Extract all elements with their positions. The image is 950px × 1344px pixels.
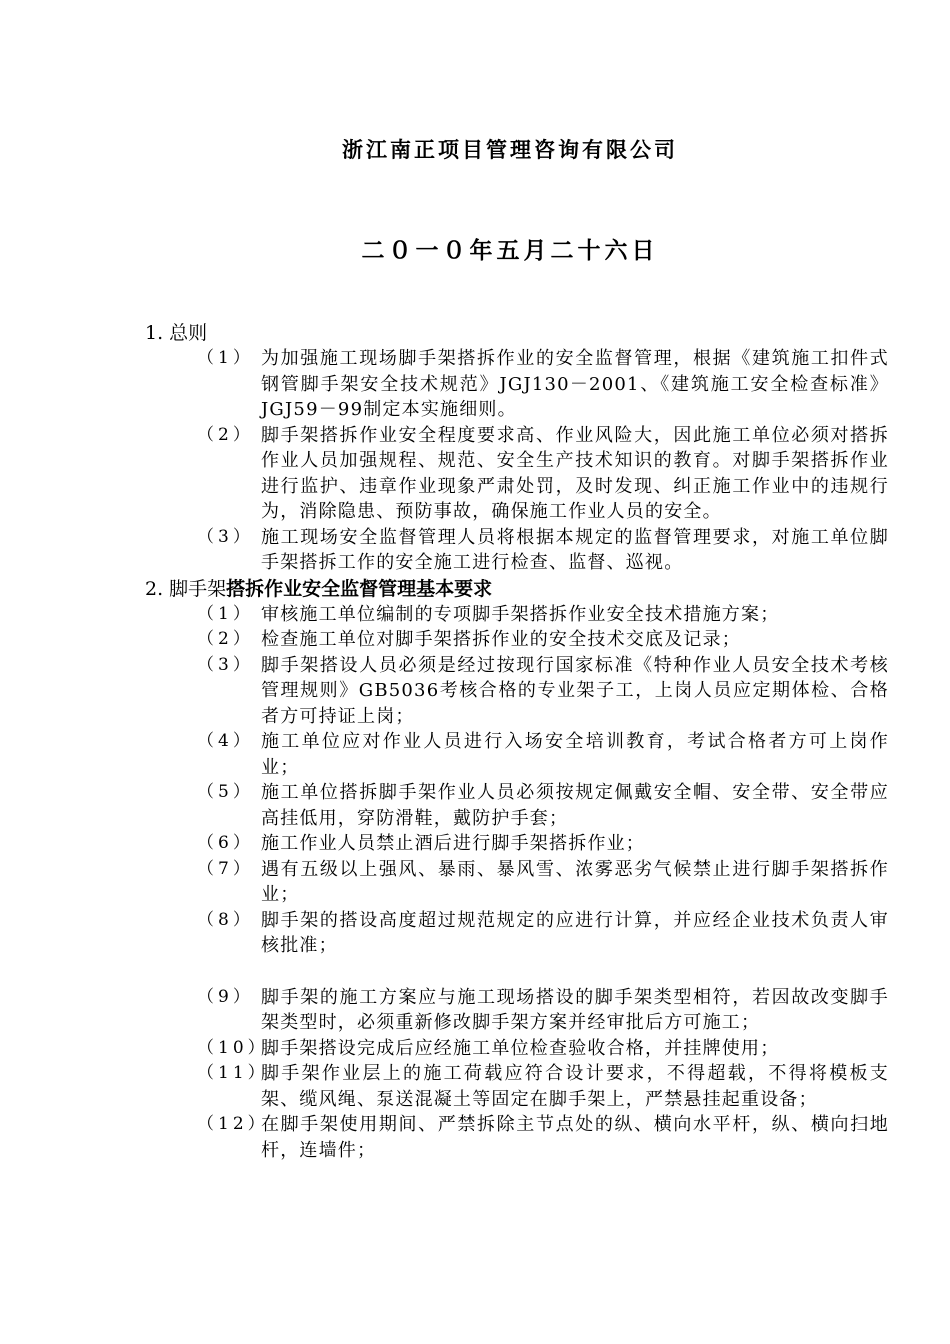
item-number: （3） — [197, 526, 254, 547]
item-text: 施工作业人员禁止酒后进行脚手架搭拆作业； — [261, 833, 645, 854]
item-number: （2） — [197, 629, 254, 649]
item-number: （5） — [197, 782, 254, 802]
item-number: （8） — [197, 909, 254, 930]
item-text: 在脚手架使用期间、严禁拆除主节点处的纵、横向水平杆，纵、横向扫地杆，连墙件； — [261, 1114, 889, 1161]
list-item — [197, 346, 905, 423]
document-date: 二０一０年五月二十六日 — [361, 238, 659, 264]
company-title: 浙江南正项目管理咨询有限公司 — [342, 138, 678, 162]
item-text: 脚手架的搭设高度超过规范规定的应进行计算，并应经企业技术负责人审核批准； — [261, 909, 889, 956]
list-item — [197, 985, 905, 1036]
item-text: 检查施工单位对脚手架搭拆作业的安全技术交底及记录； — [261, 629, 741, 650]
item-number: （1） — [197, 348, 254, 368]
item-text: 施工单位搭拆脚手架作业人员必须按规定佩戴安全帽、安全带、安全带应高挂低用，穿防滑鞋，戴防护手套； — [261, 782, 889, 829]
list-item — [197, 729, 905, 780]
list-item — [197, 908, 905, 959]
item-number: （7） — [197, 858, 254, 879]
list-item — [197, 780, 905, 831]
item-text: 脚手架的施工方案应与施工现场搭设的脚手架类型相符，若因故改变脚手架类型时，必须重新修改脚手架方案并经审批后方可施工； — [261, 986, 889, 1033]
document-body — [145, 320, 905, 1163]
list-item — [197, 653, 905, 730]
item-text: 施工单位应对作业人员进行入场安全培训教育，考试合格者方可上岗作业； — [261, 731, 889, 778]
item-text: 为加强施工现场脚手架搭拆作业的安全监督管理，根据《建筑施工扣件式钢管脚手架安全技术规范》JGJ130－2001、《建筑施工安全检查标准》JGJ59－99制定本实施细则。 — [261, 348, 889, 420]
item-number: （12） — [197, 1114, 269, 1134]
item-text: 施工现场安全监督管理人员将根据本规定的监督管理要求，对施工单位脚手架搭拆工作的安全施工进行检查、监督、巡视。 — [261, 526, 889, 573]
item-number: （1） — [197, 603, 254, 624]
item-text: 脚手架搭设人员必须是经过按现行国家标准《特种作业人员安全技术考核管理规则》GB5036考核合格的专业架子工，上岗人员应定期体检、合格者方可持证上岗； — [261, 654, 889, 727]
item-number: （10） — [197, 1037, 269, 1058]
section-1-heading: 1. 总则 — [145, 322, 208, 344]
item-number: （3） — [197, 654, 254, 675]
item-number: （4） — [197, 731, 254, 751]
list-item — [197, 857, 905, 908]
blank-line — [145, 959, 905, 985]
list-item — [197, 423, 905, 525]
item-text: 遇有五级以上强风、暴雨、暴风雪、浓雾恶劣气候禁止进行脚手架搭拆作业； — [261, 858, 889, 905]
section-2-heading-bold: 搭拆作业安全监督管理基本要求 — [226, 577, 493, 600]
item-number: （9） — [197, 986, 254, 1007]
list-item — [197, 1036, 905, 1062]
list-item — [197, 602, 905, 628]
list-item — [197, 627, 905, 653]
item-text: 审核施工单位编制的专项脚手架搭拆作业安全技术措施方案； — [261, 603, 780, 625]
item-text: 脚手架搭拆作业安全程度要求高、作业风险大，因此施工单位必须对搭拆作业人员加强规程、规范、安全生产技术知识的教育。对脚手架搭拆作业进行监护、违章作业现象严肃处罚，及时发现、纠正施工作业中的违规行为，消除隐患、预防事故，确保施工作业人员的安全。 — [261, 424, 889, 522]
section-2-heading-prefix: 2. 脚手架 — [145, 577, 227, 600]
item-text: 脚手架搭设完成后应经施工单位检查验收合格，并挂牌使用； — [261, 1037, 780, 1059]
list-item — [197, 1061, 905, 1112]
item-number: （11） — [197, 1063, 269, 1083]
list-item — [197, 525, 905, 576]
item-number: （2） — [197, 424, 254, 445]
item-number: （6） — [197, 833, 254, 853]
list-item — [197, 831, 905, 857]
section-2-heading — [145, 576, 905, 602]
item-text: 脚手架作业层上的施工荷载应符合设计要求，不得超载，不得将模板支架、缆风绳、泵送混凝土等固定在脚手架上，严禁悬挂起重设备； — [261, 1063, 889, 1110]
list-item — [197, 1112, 905, 1163]
